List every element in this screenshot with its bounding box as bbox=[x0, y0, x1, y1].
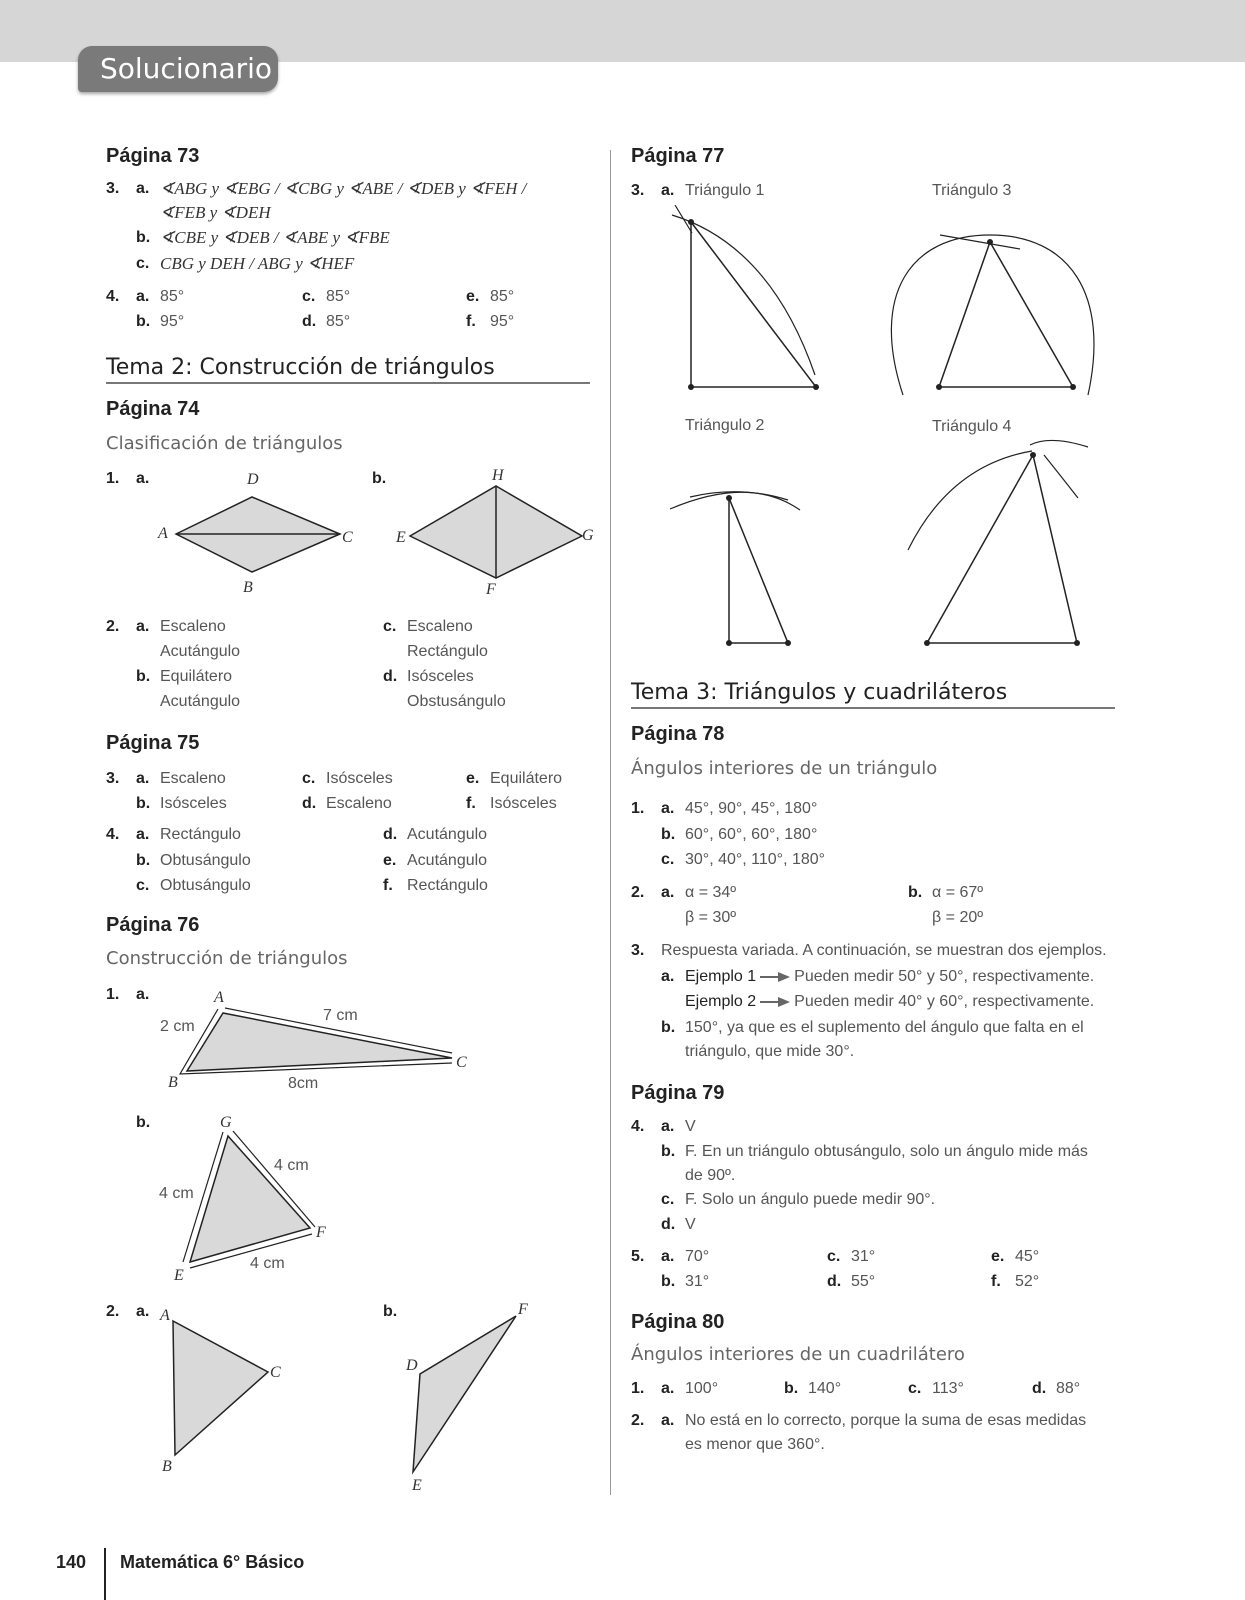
example-1-text: Pueden medir 50° y 50°, respectivamente. bbox=[794, 968, 1095, 985]
q3-number: 3. bbox=[106, 180, 120, 197]
p78-q2a-beta: β = 30º bbox=[685, 909, 737, 926]
q3a-line1: ∢ABG y ∢EBG / ∢CBG y ∢ABE / ∢DEB y ∢FEH / bbox=[160, 179, 527, 198]
label-f: F bbox=[518, 1301, 528, 1318]
triangle-4 bbox=[908, 440, 1088, 646]
triangle-1-label: Triángulo 1 bbox=[685, 182, 765, 199]
triangle-4-label: Triángulo 4 bbox=[932, 418, 1012, 435]
p74-q2c-line2: Rectángulo bbox=[407, 643, 488, 660]
p75-q4f-value: Rectángulo bbox=[407, 877, 488, 894]
p78-q3b-line1: 150°, ya que es el suplemento del ángulo que falta en el bbox=[685, 1019, 1084, 1036]
p79-q5c-label: c. bbox=[827, 1248, 841, 1265]
p74-q2d-label: d. bbox=[383, 668, 398, 685]
p79-q5-grid bbox=[661, 1248, 1121, 1298]
book-title: Matemática 6° Básico bbox=[120, 1552, 305, 1572]
column-divider bbox=[610, 150, 611, 1495]
p75-q3c-value: Isósceles bbox=[326, 770, 393, 787]
label-f: F bbox=[316, 1224, 326, 1241]
arrow-icon bbox=[760, 972, 790, 982]
q4b-label: b. bbox=[136, 313, 151, 330]
p74-q2c-label: c. bbox=[383, 618, 397, 635]
triangle-2 bbox=[670, 492, 800, 646]
label-ab-length: 2 cm bbox=[160, 1018, 195, 1035]
label-bc-length: 8cm bbox=[288, 1075, 319, 1092]
p79-q5d-label: d. bbox=[827, 1273, 842, 1290]
page-74-subtitle: Clasificación de triángulos bbox=[106, 433, 343, 454]
p80-q1d-label: d. bbox=[1032, 1380, 1047, 1397]
p75-q3-grid bbox=[136, 770, 596, 820]
p74-q2d-line1: Isósceles bbox=[407, 668, 474, 685]
p80-q1d-value: 88° bbox=[1056, 1380, 1081, 1397]
p79-q5e-label: e. bbox=[991, 1248, 1005, 1265]
p80-q1-number: 1. bbox=[631, 1380, 645, 1397]
page-78-subtitle: Ángulos interiores de un triángulo bbox=[631, 758, 938, 779]
p79-q4a-value: V bbox=[685, 1118, 696, 1135]
p75-q3b-value: Isósceles bbox=[160, 795, 227, 812]
triangle-2-label: Triángulo 2 bbox=[685, 417, 765, 434]
p76-q2-number: 2. bbox=[106, 1303, 120, 1320]
p79-q4a-label: a. bbox=[661, 1118, 675, 1135]
p80-q1-row bbox=[661, 1380, 1121, 1404]
p78-q3b-label: b. bbox=[661, 1019, 676, 1036]
p74-q2b-label: b. bbox=[136, 668, 151, 685]
page-77-title: Página 77 bbox=[631, 145, 725, 167]
p78-q1b-value: 60°, 60°, 60°, 180° bbox=[685, 826, 818, 843]
label-a: A bbox=[158, 525, 168, 542]
section-badge: Solucionario bbox=[78, 46, 278, 92]
triangle-gef bbox=[190, 1136, 310, 1262]
q3a-line2: ∢FEB y ∢DEH bbox=[160, 203, 271, 222]
p80-q1c-value: 113° bbox=[932, 1380, 964, 1397]
example-1-label: Ejemplo 1 bbox=[685, 968, 757, 985]
p80-q2-number: 2. bbox=[631, 1412, 645, 1429]
label-c: C bbox=[456, 1054, 467, 1071]
page-74-title: Página 74 bbox=[106, 398, 200, 420]
p74-q2-number: 2. bbox=[106, 618, 120, 635]
p79-q4d-label: d. bbox=[661, 1216, 676, 1233]
p79-q5c-value: 31° bbox=[851, 1248, 876, 1265]
p78-q2a-label: a. bbox=[661, 884, 675, 901]
p78-q3-intro: Respuesta variada. A continuación, se muestran dos ejemplos. bbox=[661, 942, 1107, 959]
label-b: B bbox=[162, 1458, 172, 1475]
label-c: C bbox=[270, 1364, 281, 1381]
p79-q5e-value: 45° bbox=[1015, 1248, 1040, 1265]
tema-2-heading: Tema 2: Construcción de triángulos bbox=[106, 355, 590, 384]
p80-q1b-label: b. bbox=[784, 1380, 799, 1397]
label-g: G bbox=[220, 1114, 232, 1131]
p78-q1-number: 1. bbox=[631, 800, 645, 817]
rhombus-figures bbox=[150, 468, 600, 603]
triangle-def-q2 bbox=[413, 1316, 516, 1472]
page-75-title: Página 75 bbox=[106, 732, 200, 754]
label-b: B bbox=[243, 579, 253, 596]
p75-q4e-value: Acutángulo bbox=[407, 852, 488, 869]
p74-q2a-label: a. bbox=[136, 618, 150, 635]
label-a: A bbox=[214, 989, 224, 1006]
p76-q1b-label: b. bbox=[136, 1114, 151, 1131]
label-h: H bbox=[492, 468, 504, 484]
p75-q3f-value: Isósceles bbox=[490, 795, 557, 812]
p76-q1-number: 1. bbox=[106, 986, 120, 1003]
q4c-value: 85° bbox=[326, 288, 351, 305]
page-73-title: Página 73 bbox=[106, 145, 200, 167]
q3c-text: CBG y DEH / ABG y ∢HEF bbox=[160, 254, 355, 273]
triangle-3 bbox=[891, 235, 1094, 395]
p79-q5a-value: 70° bbox=[685, 1248, 710, 1265]
p78-q1c-label: c. bbox=[661, 851, 675, 868]
p79-q4-number: 4. bbox=[631, 1118, 645, 1135]
p78-q1a-value: 45°, 90°, 45°, 180° bbox=[685, 800, 818, 817]
label-g: G bbox=[582, 527, 594, 544]
p75-q4d-label: d. bbox=[383, 826, 398, 843]
p75-q3c-label: c. bbox=[302, 770, 316, 787]
p79-q4c-label: c. bbox=[661, 1191, 675, 1208]
p75-q4a-label: a. bbox=[136, 826, 150, 843]
q3a-label: a. bbox=[136, 180, 150, 197]
q4f-label: f. bbox=[466, 313, 476, 330]
p76-q2a-label: a. bbox=[136, 1303, 150, 1320]
label-gf-length: 4 cm bbox=[274, 1157, 309, 1174]
p75-q3f-label: f. bbox=[466, 795, 476, 812]
q4d-label: d. bbox=[302, 313, 317, 330]
q4e-value: 85° bbox=[490, 288, 515, 305]
p75-q3e-value: Equilátero bbox=[490, 770, 563, 787]
p78-q1a-label: a. bbox=[661, 800, 675, 817]
p76-q1a-label: a. bbox=[136, 986, 150, 1003]
footer-divider bbox=[104, 1548, 106, 1600]
p80-q1c-label: c. bbox=[908, 1380, 922, 1397]
tema-3-heading: Tema 3: Triángulos y cuadriláteros bbox=[631, 680, 1115, 709]
label-f: F bbox=[486, 581, 496, 598]
p75-q4e-label: e. bbox=[383, 852, 397, 869]
p79-q4b-line2: de 90º. bbox=[685, 1167, 736, 1184]
p79-q5a-label: a. bbox=[661, 1248, 675, 1265]
p75-q3a-value: Escaleno bbox=[160, 770, 226, 787]
p74-q1b-label: b. bbox=[372, 470, 387, 487]
label-e: E bbox=[174, 1267, 184, 1284]
p79-q5d-value: 55° bbox=[851, 1273, 876, 1290]
p80-q2a-label: a. bbox=[661, 1412, 675, 1429]
p80-q1a-label: a. bbox=[661, 1380, 675, 1397]
q4c-label: c. bbox=[302, 288, 316, 305]
label-e: E bbox=[412, 1477, 422, 1494]
page-79-title: Página 79 bbox=[631, 1082, 725, 1104]
p75-q4c-label: c. bbox=[136, 877, 150, 894]
label-ge-length: 4 cm bbox=[159, 1185, 194, 1202]
page-76-title: Página 76 bbox=[106, 914, 200, 936]
q4-grid bbox=[136, 288, 576, 338]
q4a-value: 85° bbox=[160, 288, 185, 305]
example-2-label: Ejemplo 2 bbox=[685, 993, 757, 1010]
p74-q2b-line1: Equilátero bbox=[160, 668, 233, 685]
p78-q3-number: 3. bbox=[631, 942, 645, 959]
page-number: 140 bbox=[56, 1552, 87, 1572]
q4-number: 4. bbox=[106, 288, 120, 305]
triangle-construction-a bbox=[150, 985, 480, 1095]
p78-q3-example1 bbox=[685, 968, 1094, 986]
p78-q3a-label: a. bbox=[661, 968, 675, 985]
p78-q1b-label: b. bbox=[661, 826, 676, 843]
label-d: D bbox=[406, 1357, 418, 1374]
p78-q2b-beta: β = 20º bbox=[932, 909, 984, 926]
p79-q5f-value: 52° bbox=[1015, 1273, 1040, 1290]
example-2-text: Pueden medir 40° y 60°, respectivamente. bbox=[794, 993, 1095, 1010]
p78-q2a-alpha: α = 34º bbox=[685, 884, 737, 901]
label-c: C bbox=[342, 529, 353, 546]
p79-q5f-label: f. bbox=[991, 1273, 1001, 1290]
p74-q2a-line2: Acutángulo bbox=[160, 643, 241, 660]
label-a: A bbox=[160, 1307, 170, 1324]
p80-q1a-value: 100° bbox=[685, 1380, 719, 1397]
p77-q3-number: 3. bbox=[631, 182, 645, 199]
p75-q4-number: 4. bbox=[106, 826, 120, 843]
label-e: E bbox=[396, 529, 406, 546]
p78-q3-example2 bbox=[685, 993, 1094, 1011]
q4d-value: 85° bbox=[326, 313, 351, 330]
q3b-label: b. bbox=[136, 229, 151, 246]
p77-q3a-label: a. bbox=[661, 182, 675, 199]
q4b-value: 95° bbox=[160, 313, 185, 330]
q4a-label: a. bbox=[136, 288, 150, 305]
p75-q3b-label: b. bbox=[136, 795, 151, 812]
p79-q4b-label: b. bbox=[661, 1143, 676, 1160]
q4e-label: e. bbox=[466, 288, 480, 305]
p80-q1b-value: 140° bbox=[808, 1380, 842, 1397]
p74-q2b-line2: Acutángulo bbox=[160, 693, 241, 710]
arrow-icon bbox=[760, 997, 790, 1007]
p75-q3a-label: a. bbox=[136, 770, 150, 787]
label-ac-length: 7 cm bbox=[323, 1007, 358, 1024]
triangle-figures-q2 bbox=[150, 1300, 600, 1500]
p78-q2b-alpha: α = 67º bbox=[932, 884, 984, 901]
q3b-text: ∢CBE y ∢DEB / ∢ABE y ∢FBE bbox=[160, 228, 390, 247]
triangle-abc bbox=[187, 1013, 452, 1071]
p79-q5-number: 5. bbox=[631, 1248, 645, 1265]
p74-q2a-line1: Escaleno bbox=[160, 618, 226, 635]
label-b: B bbox=[168, 1074, 178, 1091]
p75-q4b-label: b. bbox=[136, 852, 151, 869]
p74-q2d-line2: Obstusángulo bbox=[407, 693, 506, 710]
q4f-value: 95° bbox=[490, 313, 515, 330]
p75-q4b-value: Obtusángulo bbox=[160, 852, 251, 869]
p74-q1a-label: a. bbox=[136, 470, 150, 487]
p78-q1c-value: 30°, 40°, 110°, 180° bbox=[685, 851, 826, 868]
page-80-title: Página 80 bbox=[631, 1311, 725, 1333]
label-d: D bbox=[247, 471, 259, 488]
p75-q3d-value: Escaleno bbox=[326, 795, 392, 812]
p79-q5b-value: 31° bbox=[685, 1273, 710, 1290]
p75-q4c-value: Obtusángulo bbox=[160, 877, 251, 894]
p74-q1-number: 1. bbox=[106, 470, 120, 487]
p79-q5b-label: b. bbox=[661, 1273, 676, 1290]
triangle-abc-q2 bbox=[173, 1321, 268, 1455]
p80-q2a-line2: es menor que 360°. bbox=[685, 1436, 825, 1453]
construction-triangles bbox=[640, 205, 1120, 660]
q3c-label: c. bbox=[136, 255, 150, 272]
p75-q4d-value: Acutángulo bbox=[407, 826, 488, 843]
p75-q4-grid bbox=[136, 826, 596, 902]
label-ef-length: 4 cm bbox=[250, 1255, 285, 1272]
p75-q3d-label: d. bbox=[302, 795, 317, 812]
p75-q4a-value: Rectángulo bbox=[160, 826, 241, 843]
p76-q2b-label: b. bbox=[383, 1303, 398, 1320]
p78-q2b-label: b. bbox=[908, 884, 923, 901]
p79-q4d-value: V bbox=[685, 1216, 696, 1233]
p79-q4b-line1: F. En un triángulo obtusángulo, solo un ángulo mide más bbox=[685, 1143, 1088, 1160]
p78-q3b-line2: triángulo, que mide 30°. bbox=[685, 1043, 855, 1060]
p80-q2a-line1: No está en lo correcto, porque la suma de esas medidas bbox=[685, 1412, 1087, 1429]
page-80-subtitle: Ángulos interiores de un cuadrilátero bbox=[631, 1344, 965, 1365]
p75-q3-number: 3. bbox=[106, 770, 120, 787]
p74-q2c-line1: Escaleno bbox=[407, 618, 473, 635]
page-76-subtitle: Construcción de triángulos bbox=[106, 948, 348, 969]
page-78-title: Página 78 bbox=[631, 723, 725, 745]
p75-q4f-label: f. bbox=[383, 877, 393, 894]
triangle-1 bbox=[672, 205, 819, 390]
p75-q3e-label: e. bbox=[466, 770, 480, 787]
p78-q2-number: 2. bbox=[631, 884, 645, 901]
p79-q4c-value: F. Solo un ángulo puede medir 90°. bbox=[685, 1191, 936, 1208]
triangle-3-label: Triángulo 3 bbox=[932, 182, 1012, 199]
triangle-construction-b bbox=[150, 1110, 390, 1290]
